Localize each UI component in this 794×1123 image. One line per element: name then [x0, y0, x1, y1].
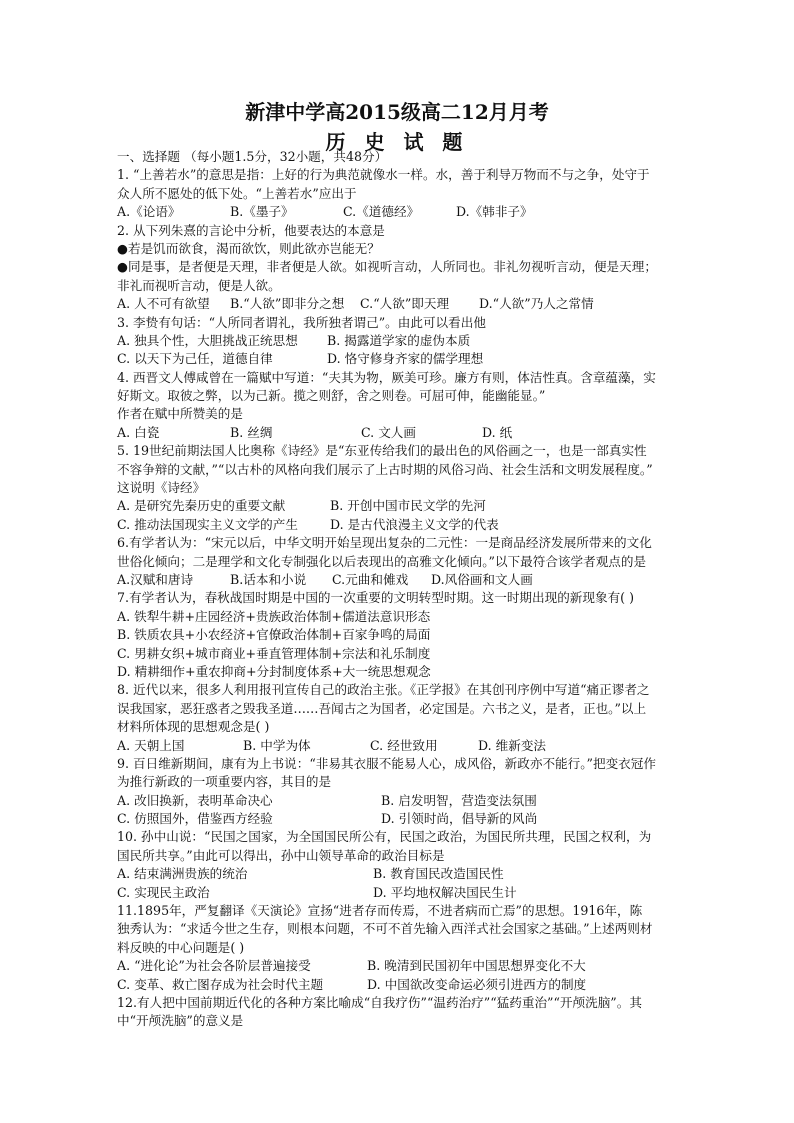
option-c: C. 男耕女织+城市商业+垂直管理体制+宗法和礼乐制度	[117, 645, 431, 661]
question-stem-line: 中“开颅洗脑”的意义是	[117, 1013, 244, 1029]
option-d: D. 是古代浪漫主义文学的代表	[330, 516, 499, 532]
option-row	[117, 737, 677, 755]
option-d: D.“人欲”乃人之常情	[479, 296, 594, 312]
option-b: B. 铁质农具+小农经济+官僚政治体制+百家争鸣的局面	[117, 627, 431, 643]
option-c: C. 仿照国外，借鉴西方经验	[117, 811, 273, 827]
question-stem-line: ●同是事，是者便是天理，非者便是人欲。如视听言动，人所同也。非礼勿视听言动，便是天理；	[117, 259, 657, 275]
question-stem-line: 作者在赋中所赞美的是	[117, 406, 243, 422]
question-stem-line: 10. 孙中山说：“民国之国家，为全国国民所公有，民国之政治，为国民所共理，民国之权利，为	[117, 829, 652, 845]
question-stem-line: 9. 百日维新期间，康有为上书说：“非易其衣服不能易人心，成风俗，新政亦不能行。”把变衣冠作	[117, 755, 656, 771]
option-a: A.《论语》	[117, 204, 181, 220]
option-b: B. 晚清到民国初年中国思想界变化不大	[367, 958, 586, 974]
option-row	[117, 884, 677, 902]
option-c: C. 以天下为己任，道德自律	[117, 351, 273, 367]
question-stem-line: 众人所不愿处的低下处。“上善若水”应出于	[117, 185, 357, 201]
question-stem-line: 这说明《诗经》	[117, 480, 206, 496]
option-a: A. 是研究先秦历史的重要文献	[117, 498, 286, 514]
option-c: C.《道德经》	[343, 204, 420, 220]
question-stem-line: 独秀认为：“求适今世之生存，则根本问题，不可不首先输入西洋式社会国家之基础。”上述两则材	[117, 921, 653, 937]
option-row	[117, 424, 677, 442]
option-c: C. 变革、救亡图存成为社会时代主题	[117, 976, 324, 992]
option-d: D. 纸	[482, 424, 513, 440]
question-stem-line: 材料所体现的思想观念是( )	[117, 719, 270, 735]
question-stem-line: 1. “上善若水”的意思是指：上好的行为典范就像水一样。水，善于利导万物而不与之争，处守于	[117, 167, 650, 183]
question-stem-line: 好斯文。取彼之弊，以为己新。揽之则舒，舍之则卷。可屈可伸，能幽能显。”	[117, 388, 546, 404]
question-stem-line: 误我国家，恶狂惑者之毁我圣道……吾闻古之为国者，必定国是。六书之义，是者，正也。”以上	[117, 700, 647, 716]
option-c: C. 实现民主政治	[117, 884, 210, 900]
option-b: B. 启发明智，营造变法氛围	[381, 792, 537, 808]
option-row	[117, 295, 677, 313]
option-d: D. 精耕细作+重农抑商+分封制度体系+大一统思想观念	[117, 663, 431, 679]
option-a: A. 铁犁牛耕+庄园经济+贵族政治体制+儒道法意识形态	[117, 608, 431, 624]
option-b: B. 中学为体	[243, 737, 311, 753]
question-stem-line: 6.有学者认为：“宋元以后，中华文明开始呈现出复杂的二元性：一是商品经济发展所带来的文化	[117, 535, 652, 551]
option-a: A. “进化论”为社会各阶层普遍接受	[117, 958, 311, 974]
option-b: B. 开创中国市民文学的先河	[330, 498, 486, 514]
option-row	[117, 497, 677, 515]
option-row	[117, 792, 677, 810]
question-stem-line: 11.1895年，严复翻译《天演论》宣扬“进者存而传焉，不进者病而亡焉”的思想。1916年，陈	[117, 903, 643, 919]
option-row	[117, 516, 677, 534]
option-row	[117, 976, 677, 994]
section-header: 一、选择题 （每小题1.5分，32小题，共48分）	[117, 149, 388, 164]
question-stem-line: 为推行新政的一项重要内容，其目的是	[117, 774, 332, 790]
question-stem-line: 2. 从下列朱熹的言论中分析，他要表达的本意是	[117, 222, 385, 238]
question-stem-line: 3. 李贽有句话：“人所同者谓礼，我所独者谓己”。由此可以看出他	[117, 314, 486, 330]
option-d: D. 中国欲改变命运必须引进西方的制度	[367, 976, 587, 992]
question-stem-line: 4. 西晋文人傅咸曾在一篇赋中写道：“夫其为物，厥美可珍。廉方有则，体洁性真。含章蕴藻，实	[117, 369, 656, 385]
option-c: C.“人欲”即天理	[360, 296, 450, 312]
option-a: A. 人不可有欲望	[117, 296, 210, 312]
option-d: D.《韩非子》	[456, 204, 533, 220]
question-stem-line: 12.有人把中国前期近代化的各种方案比喻成“自我疗伤”“温药治疗”“猛药重治”“开颅洗脑”。其	[117, 994, 642, 1010]
option-c: C. 经世致用	[370, 737, 438, 753]
option-a: A. 白瓷	[117, 424, 160, 440]
question-stem-line: 不容争辩的文献，”“以古朴的风格向我们展示了上古时期的风俗习尚、社会生活和文明发展程度。”	[117, 461, 653, 477]
question-stem-line: 非礼而视听言动，便是人欲。	[117, 277, 281, 293]
question-stem-line: 8. 近代以来，很多人利用报刊宣传自己的政治主张。《正学报》在其创刊序例中写道“痛正谬者之	[117, 682, 650, 698]
option-d: D. 平均地权解决国民生计	[373, 884, 517, 900]
option-a: A. 改旧换新，表明革命决心	[117, 792, 273, 808]
option-row	[117, 332, 677, 350]
option-c: C. 推动法国现实主义文学的产生	[117, 516, 298, 532]
option-b: B. 丝绸	[230, 424, 273, 440]
option-a: A.汉赋和唐诗	[117, 571, 194, 587]
option-row	[117, 957, 677, 975]
option-d: D. 维新变法	[478, 737, 547, 753]
option-row	[117, 571, 677, 589]
exam-title: 新津中学高2015级高二12月月考	[245, 100, 549, 124]
exam-subtitle: 历 史 试 题	[325, 130, 469, 154]
question-stem-line: 国民所共享。”由此可以得出，孙中山领导革命的政治目标是	[117, 847, 445, 863]
option-row	[117, 203, 677, 221]
option-b: B. 教育国民改造国民性	[373, 866, 504, 882]
option-c: C.元曲和傩戏	[332, 571, 409, 587]
option-d: D. 恪守修身齐家的儒学理想	[327, 351, 484, 367]
option-b: B.话本和小说	[230, 571, 307, 587]
option-row	[117, 865, 677, 883]
option-a: A. 独具个性，大胆挑战正统思想	[117, 332, 298, 348]
question-stem-line: 7.有学者认为，春秋战国时期是中国的一次重要的文明转型时期。这一时期出现的新现象有( )	[117, 590, 635, 606]
option-b: B.“人欲”即非分之想	[230, 296, 345, 312]
option-row	[117, 810, 677, 828]
option-c: C. 文人画	[361, 424, 416, 440]
option-d: D.风俗画和文人画	[431, 571, 533, 587]
option-a: A. 结束满洲贵族的统治	[117, 866, 248, 882]
option-b: B. 揭露道学家的虚伪本质	[327, 332, 471, 348]
question-stem-line: ●若是饥而欲食，渴而欲饮，则此欲亦岂能无？	[117, 240, 380, 256]
question-stem-line: 料反映的中心问题是( )	[117, 939, 245, 955]
option-row	[117, 350, 677, 368]
option-a: A. 天朝上国	[117, 737, 185, 753]
question-stem-line: 5. 19世纪前期法国人比奥称《诗经》是“东亚传给我们的最出色的风俗画之一，也是一部真实性	[117, 443, 647, 459]
option-d: D. 引领时尚，倡导新的风尚	[381, 811, 538, 827]
question-list	[117, 148, 677, 1031]
question-stem-line: 世俗化倾向；二是理学和文化专制强化以后表现出的高雅文化倾向。”以下最符合该学者观点的是	[117, 553, 647, 569]
option-b: B.《墨子》	[230, 204, 294, 220]
